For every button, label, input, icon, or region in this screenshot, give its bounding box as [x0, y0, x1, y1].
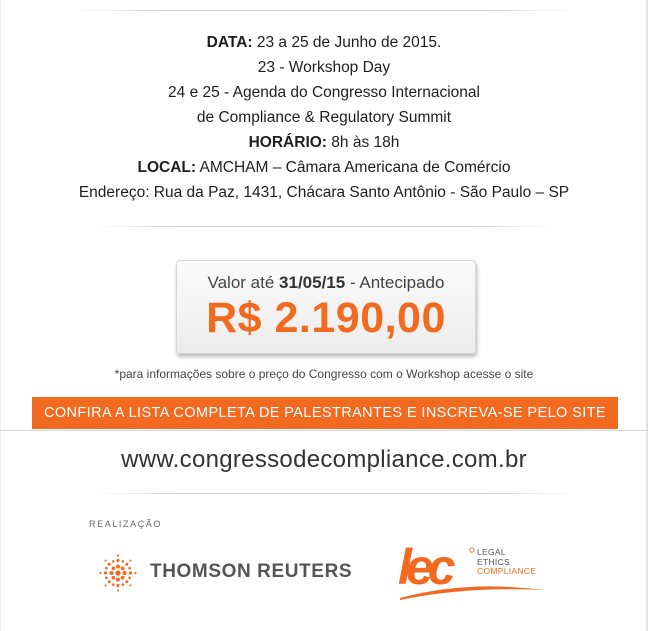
event-place: LOCAL: AMCHAM – Câmara Americana de Comércio: [137, 159, 511, 176]
event-workshop: 23 - Workshop Day: [257, 59, 391, 76]
price-caption: Valor até 31/05/15 - Antecipado: [207, 273, 445, 292]
lec-name: LEGAL ETHICS COMPLIANCE: [477, 547, 537, 576]
svg-text:lec: lec: [398, 540, 450, 595]
top-divider: [72, 10, 576, 11]
info-divider: [92, 226, 556, 227]
price-value: R$ 2.190,00: [206, 294, 446, 342]
event-time: HORÁRIO: 8h às 18h: [248, 134, 400, 151]
site-url-link[interactable]: www.congressodecompliance.com.br: [121, 446, 527, 473]
price-box: [176, 260, 476, 354]
banner-divider: [0, 430, 648, 431]
thomson-reuters-name: THOMSON REUTERS: [150, 561, 353, 582]
event-agenda-line-1: 24 e 25 - Agenda do Congresso Internacional: [168, 84, 480, 101]
event-address: Endereço: Rua da Paz, 1431, Chácara Santo Antônio - São Paulo – SP: [78, 184, 570, 201]
event-info: [0, 30, 648, 205]
footer-divider: [92, 493, 576, 494]
price-note: *para informações sobre o preço do Congresso com o Workshop acesse o site: [114, 367, 534, 381]
thomson-reuters-logo-icon: [98, 553, 138, 598]
realizacao-label: REALIZAÇÃO: [89, 519, 163, 529]
event-date: DATA: 23 a 25 de Junho de 2015.: [206, 34, 442, 51]
event-agenda-line-2: de Compliance & Regulatory Summit: [196, 109, 452, 126]
speakers-banner-button[interactable]: CONFIRA A LISTA COMPLETA DE PALESTRANTES E INSCREVA-SE PELO SITE: [32, 397, 618, 429]
